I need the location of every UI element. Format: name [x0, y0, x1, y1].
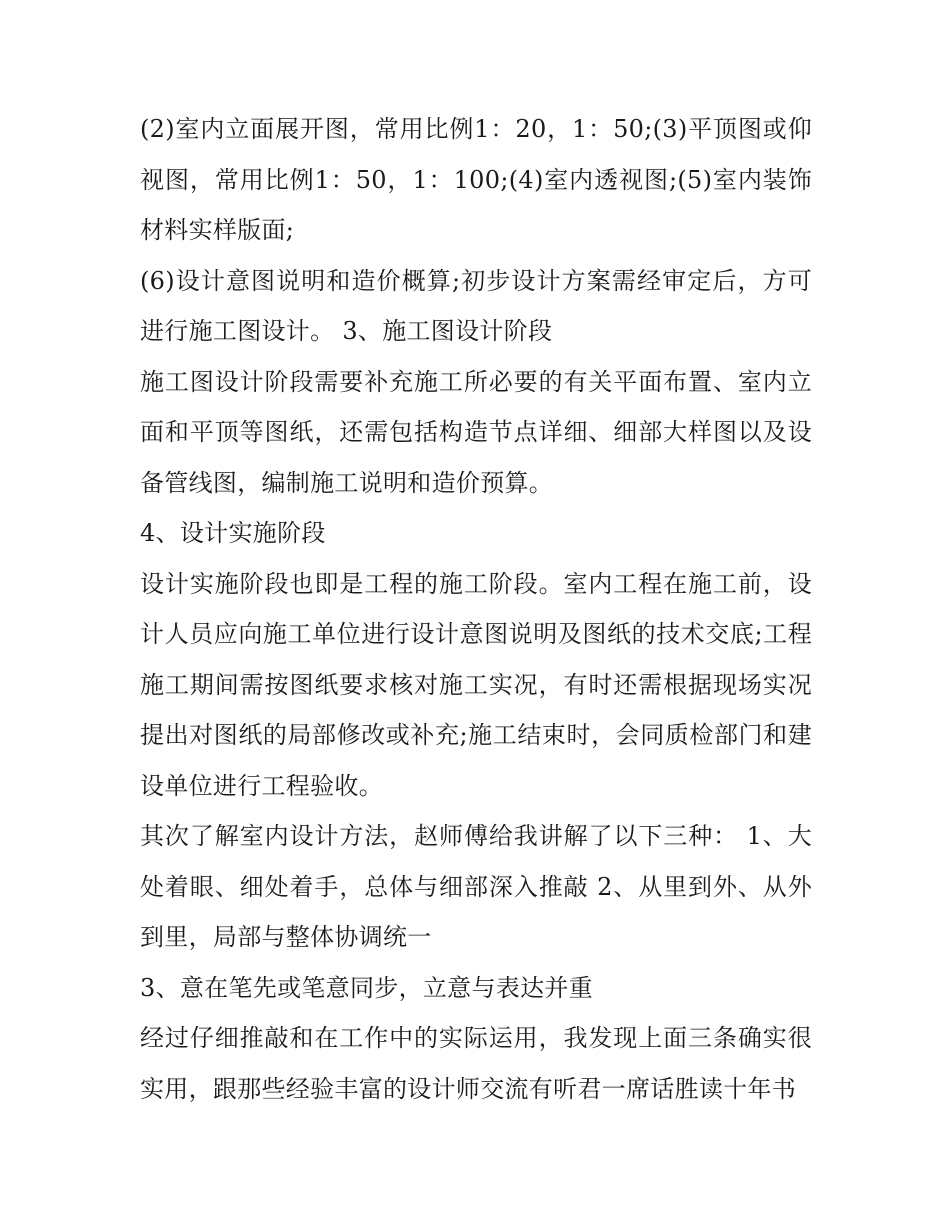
paragraph-design-intent: (6)设计意图说明和造价概算;初步设计方案需经审定后，方可进行施工图设计。 3、施工图设计阶段 [140, 266, 812, 345]
paragraph-conclusion: 经过仔细推敲和在工作中的实际运用，我发现上面三条确实很实用，跟那些经验丰富的设计师交流有听君一席话胜读十年书 [140, 1024, 812, 1103]
paragraph-design-methods: 其次了解室内设计方法，赵师傅给我讲解了以下三种： 1、大处着眼、细处着手，总体与细部深入推敲 2、从里到外、从外到里，局部与整体协调统一 [140, 822, 812, 951]
paragraph-construction-drawings: 施工图设计阶段需要补充施工所必要的有关平面布置、室内立面和平顶等图纸，还需包括构造节点详细、细部大样图以及设备管线图，编制施工说明和造价预算。 [140, 367, 812, 497]
heading-implementation-stage: 4、设计实施阶段 [140, 519, 326, 547]
paragraph-drawings-list: (2)室内立面展开图，常用比例1：20，1：50;(3)平顶图或仰视图，常用比例1：50，1：100;(4)室内透视图;(5)室内装饰材料实样版面; [140, 115, 812, 244]
document-body [140, 104, 812, 1114]
paragraph-method-three: 3、意在笔先或笔意同步，立意与表达并重 [140, 973, 593, 1002]
paragraph-implementation-stage: 设计实施阶段也即是工程的施工阶段。室内工程在施工前，设计人员应向施工单位进行设计意图说明及图纸的技术交底;工程施工期间需按图纸要求核对施工实况，有时还需根据现场实况提出对图纸的局部修改或补充;施工结束时，会同质检部门和建设单位进行工程验收。 [140, 569, 812, 800]
